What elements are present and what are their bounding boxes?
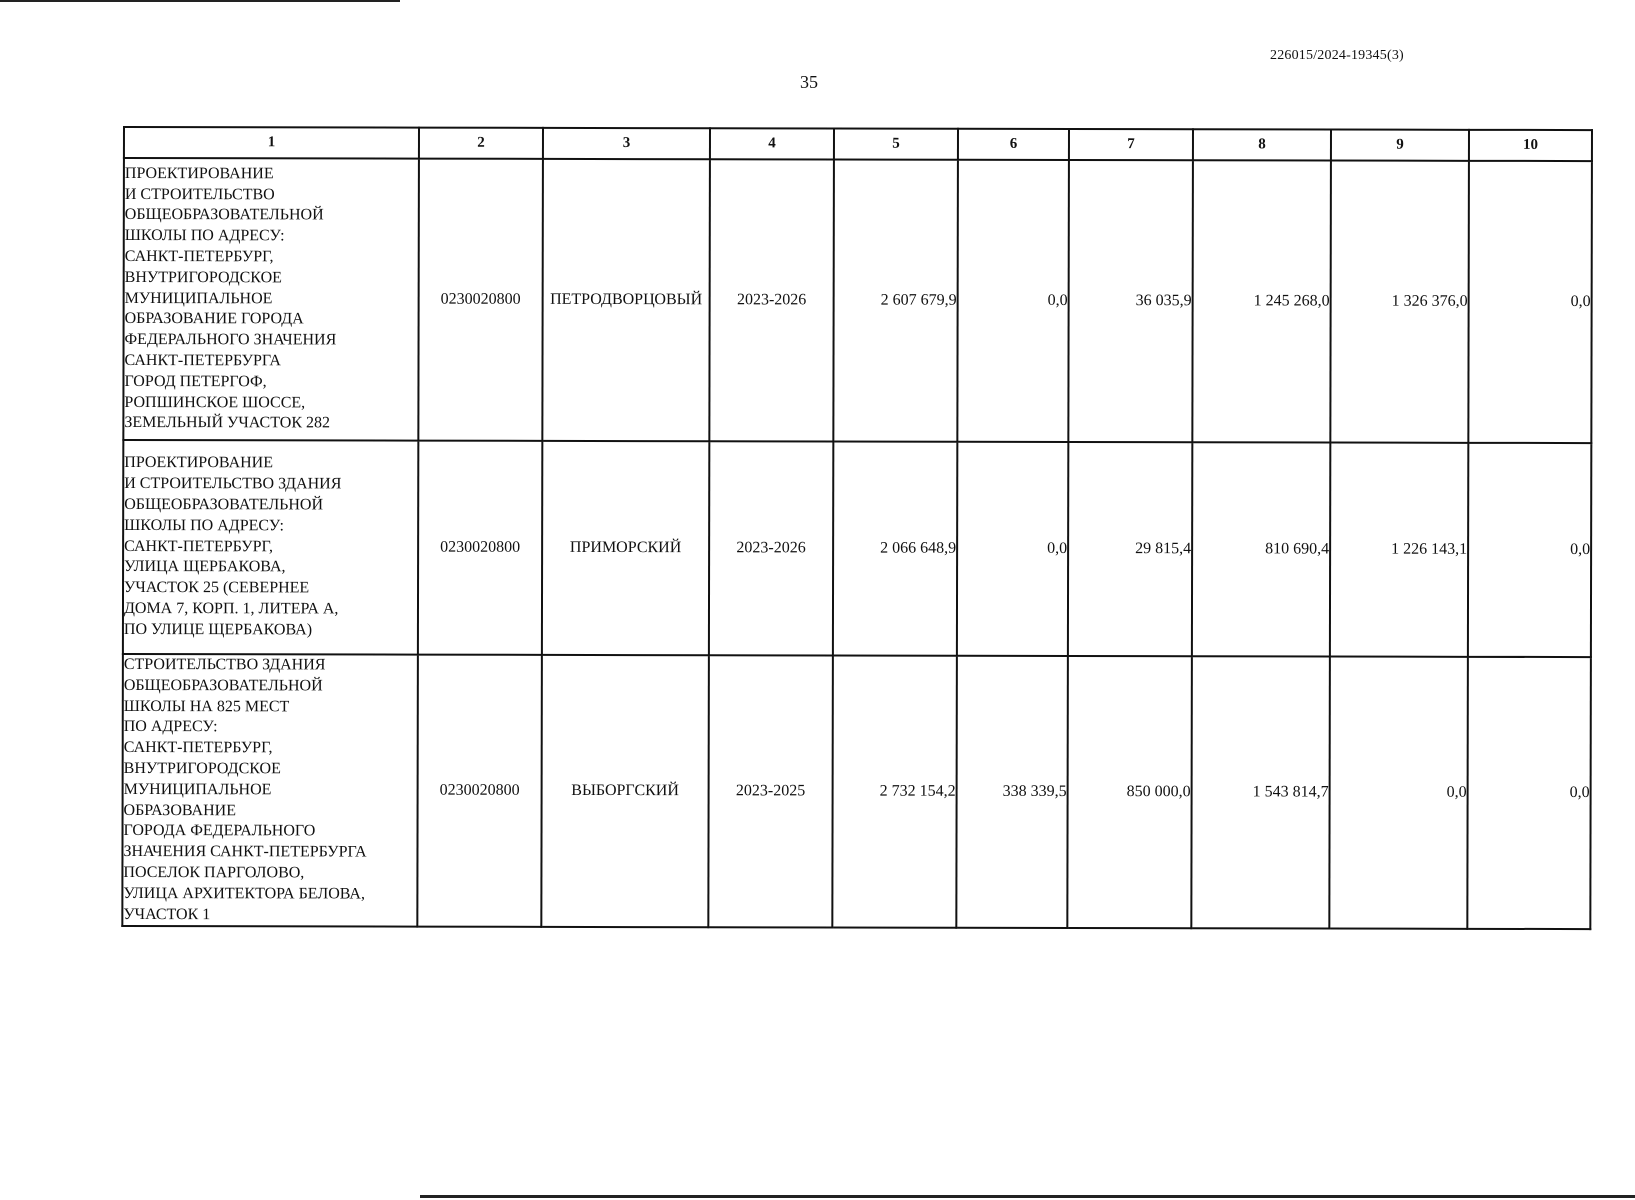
amount-cell: 810 690,4 bbox=[1192, 442, 1330, 656]
district-cell: ПРИМОРСКИЙ bbox=[542, 441, 709, 655]
years-cell: 2023-2026 bbox=[709, 159, 834, 441]
object-name-cell: СТРОИТЕЛЬСТВО ЗДАНИЯ ОБЩЕОБРАЗОВАТЕЛЬНОЙ ШКОЛЫ НА 825 МЕСТ ПО АДРЕСУ: САНКТ-ПЕТЕРБУРГ, ВНУТРИГОРОДСКОЕ МУНИЦИПАЛЬНОЕ ОБРАЗОВАНИЕ ГОРОДА ФЕДЕРАЛЬНОГО ЗНАЧЕНИЯ САНКТ-ПЕТЕРБУРГА ПОСЕЛОК ПАРГОЛОВО, УЛИЦА АРХИТЕКТОРА БЕЛОВА, УЧАСТОК 1 bbox=[122, 654, 418, 927]
amount-cell: 1 245 268,0 bbox=[1192, 160, 1331, 442]
amount-cell: 2 066 648,9 bbox=[833, 441, 957, 655]
table-row bbox=[123, 440, 1591, 657]
target-code-cell: 0230020800 bbox=[418, 159, 543, 441]
target-code-cell: 0230020800 bbox=[418, 441, 542, 655]
amount-cell: 338 339,5 bbox=[956, 656, 1068, 929]
amount-cell: 1 226 143,1 bbox=[1330, 443, 1468, 657]
table-row bbox=[122, 654, 1591, 929]
target-code-cell: 0230020800 bbox=[417, 655, 542, 928]
scan-edge-top bbox=[0, 0, 400, 2]
district-cell: ПЕТРОДВОРЦОВЫЙ bbox=[542, 159, 710, 441]
column-header: 1 bbox=[124, 127, 419, 159]
amount-cell: 1 543 814,7 bbox=[1191, 656, 1330, 929]
amount-cell: 0,0 bbox=[1468, 443, 1591, 657]
table-row bbox=[123, 158, 1592, 443]
amount-cell: 850 000,0 bbox=[1067, 656, 1192, 929]
column-header: 10 bbox=[1469, 130, 1592, 161]
document-code: 226015/2024-19345(3) bbox=[1270, 48, 1404, 63]
amount-cell: 2 732 154,2 bbox=[832, 655, 957, 928]
amount-cell: 2 607 679,9 bbox=[833, 159, 958, 441]
column-header: 8 bbox=[1193, 129, 1331, 160]
amount-cell: 0,0 bbox=[1467, 657, 1591, 930]
amount-cell: 0,0 bbox=[957, 442, 1068, 656]
amount-cell: 0,0 bbox=[957, 160, 1069, 442]
column-header: 7 bbox=[1069, 129, 1193, 160]
column-header: 6 bbox=[958, 129, 1069, 160]
amount-cell: 36 035,9 bbox=[1068, 160, 1193, 442]
amount-cell: 29 815,4 bbox=[1068, 442, 1192, 656]
years-cell: 2023-2026 bbox=[709, 441, 833, 655]
object-name-cell: ПРОЕКТИРОВАНИЕ И СТРОИТЕЛЬСТВО ЗДАНИЯ ОБЩЕОБРАЗОВАТЕЛЬНОЙ ШКОЛЫ ПО АДРЕСУ: САНКТ-ПЕТЕРБУРГ, УЛИЦА ЩЕРБАКОВА, УЧАСТОК 25 (СЕВЕРНЕЕ ДОМА 7, КОРП. 1, ЛИТЕРА А, ПО УЛИЦЕ ЩЕРБАКОВА) bbox=[123, 440, 418, 655]
district-cell: ВЫБОРГСКИЙ bbox=[541, 655, 709, 928]
budget-table bbox=[121, 126, 1593, 930]
amount-cell: 1 326 376,0 bbox=[1330, 161, 1469, 443]
column-header: 3 bbox=[543, 128, 710, 159]
amount-cell: 0,0 bbox=[1468, 161, 1592, 443]
object-name-cell: ПРОЕКТИРОВАНИЕ И СТРОИТЕЛЬСТВО ОБЩЕОБРАЗОВАТЕЛЬНОЙ ШКОЛЫ ПО АДРЕСУ: САНКТ-ПЕТЕРБУРГ, ВНУТРИГОРОДСКОЕ МУНИЦИПАЛЬНОЕ ОБРАЗОВАНИЕ ГОРОДА ФЕДЕРАЛЬНОГО ЗНАЧЕНИЯ САНКТ-ПЕТЕРБУРГА ГОРОД ПЕТЕРГОФ, РОПШИНСКОЕ ШОССЕ, ЗЕМЕЛЬНЫЙ УЧАСТОК 282 bbox=[123, 158, 419, 441]
years-cell: 2023-2025 bbox=[708, 655, 833, 928]
column-header: 4 bbox=[710, 128, 834, 159]
column-header: 5 bbox=[834, 128, 958, 159]
scan-edge-bottom bbox=[420, 1195, 1635, 1198]
column-header: 9 bbox=[1331, 130, 1469, 161]
header-row bbox=[124, 127, 1592, 161]
amount-cell: 0,0 bbox=[1329, 657, 1468, 930]
page-number: 35 bbox=[800, 72, 818, 92]
column-header: 2 bbox=[419, 128, 543, 159]
